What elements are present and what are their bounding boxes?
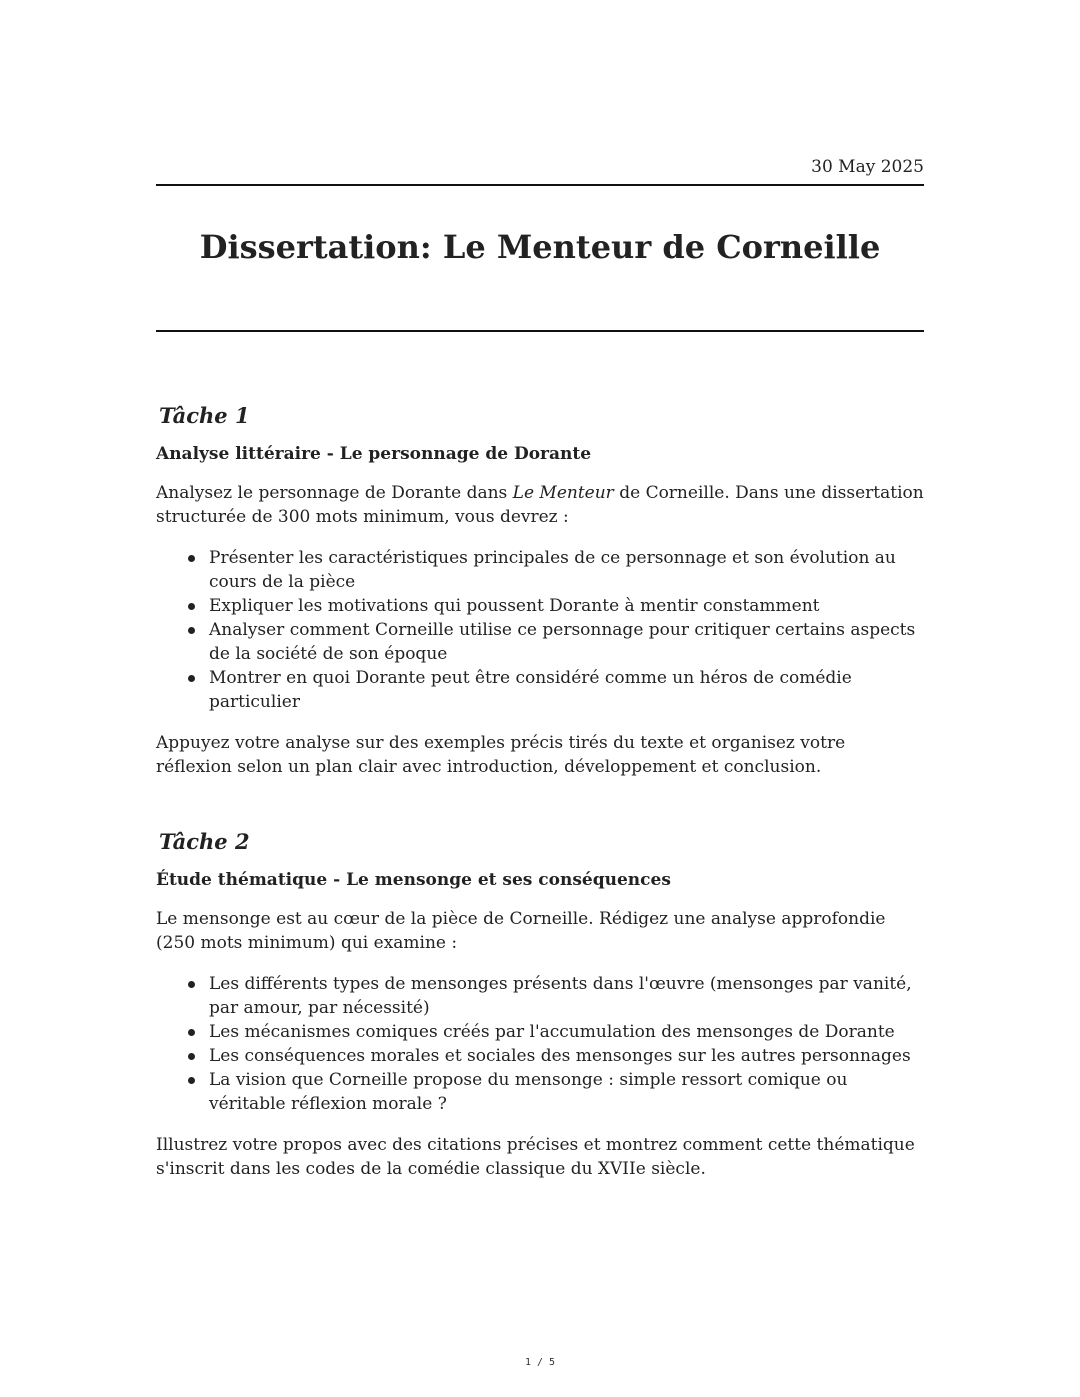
bullet-icon [188, 675, 195, 682]
list-item [209, 546, 926, 594]
list-item-text: Expliquer les motivations qui poussent Dorante à mentir constamment [209, 596, 820, 616]
task-1-conclusion: Appuyez votre analyse sur des exemples précis tirés du texte et organisez votre réflexion selon un plan clair avec introduction, développement et conclusion. [156, 733, 846, 777]
list-item-text: Les mécanismes comiques créés par l'accumulation des mensonges de Dorante [209, 1022, 895, 1042]
bullet-icon [188, 603, 195, 610]
header-divider [156, 184, 924, 186]
task-1-intro-end: de Corneille. Dans une dissertation structurée de 300 mots minimum, vous devrez : [156, 483, 924, 527]
task-2-conclusion: Illustrez votre propos avec des citations précises et montrez comment cette thématique s'inscrit dans les codes de la comédie classique du XVIIe siècle. [156, 1135, 915, 1179]
bullet-icon [188, 1053, 195, 1060]
list-item-text: La vision que Corneille propose du mensonge : simple ressort comique ou véritable réflexion morale ? [209, 1070, 848, 1114]
bullet-icon [188, 1077, 195, 1084]
bullet-icon [188, 627, 195, 634]
list-item [209, 594, 926, 618]
list-item-text: Les conséquences morales et sociales des mensonges sur les autres personnages [209, 1046, 911, 1066]
list-item [209, 1068, 926, 1116]
bullet-icon [188, 555, 195, 562]
title-divider [156, 330, 924, 332]
task-1-subtitle: Analyse littéraire - Le personnage de Dorante [156, 444, 592, 464]
list-item [209, 972, 926, 1020]
list-item [209, 1020, 926, 1044]
document-date: 30 May 2025 [811, 157, 924, 177]
bullet-icon [188, 981, 195, 988]
list-item [209, 618, 926, 666]
list-item-text: Analyser comment Corneille utilise ce personnage pour critiquer certains aspects de la société de son époque [209, 620, 916, 664]
list-item [209, 666, 926, 714]
task-2-section [156, 829, 926, 1181]
list-item-text: Montrer en quoi Dorante peut être considéré comme un héros de comédie particulier [209, 668, 852, 712]
document-title: Dissertation: Le Menteur de Corneille [199, 228, 881, 266]
page-number: 1 / 5 [524, 1357, 556, 1368]
task-2-bullet-list [156, 972, 926, 1116]
task-1-intro-work-title: Le Menteur [512, 483, 614, 503]
task-1-intro-start: Analysez le personnage de Dorante dans [156, 483, 513, 503]
task-2-intro: Le mensonge est au cœur de la pièce de Corneille. Rédigez une analyse approfondie (250 mots minimum) qui examine : [156, 909, 886, 953]
bullet-icon [188, 1029, 195, 1036]
task-1-heading: Tâche 1 [159, 403, 250, 428]
list-item-text: Présenter les caractéristiques principales de ce personnage et son évolution au cours de la pièce [209, 548, 896, 592]
list-item-text: Les différents types de mensonges présents dans l'œuvre (mensonges par vanité, par amour, par nécessité) [209, 974, 912, 1018]
task-2-heading: Tâche 2 [159, 829, 250, 854]
task-1-intro [156, 481, 926, 529]
task-1-section [156, 403, 926, 779]
task-2-subtitle: Étude thématique - Le mensonge et ses conséquences [156, 870, 671, 890]
list-item [209, 1044, 926, 1068]
task-1-bullet-list [156, 546, 926, 714]
